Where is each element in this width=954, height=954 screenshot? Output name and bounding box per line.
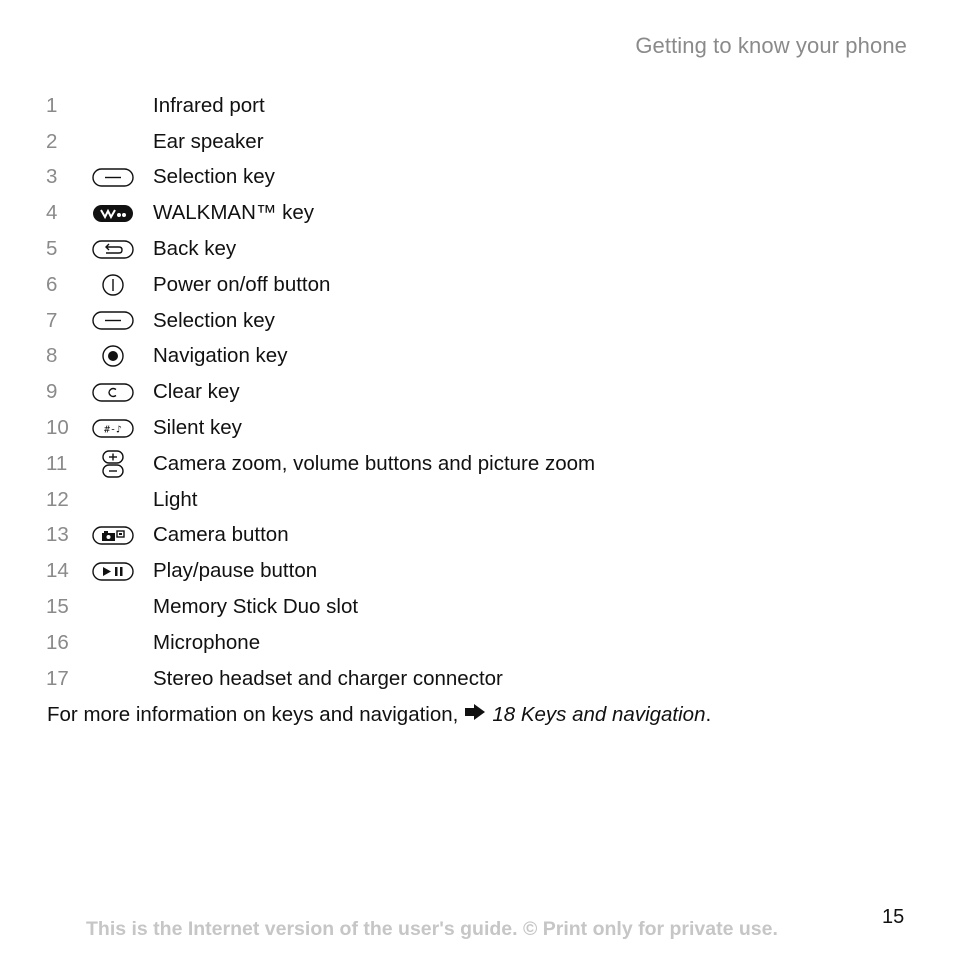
item-number: 12	[46, 487, 69, 511]
item-label: Back key	[153, 237, 237, 261]
item-number: 10	[46, 416, 69, 440]
item-number: 3	[46, 165, 58, 189]
item-label: Selection key	[153, 165, 275, 189]
item-number: 16	[46, 630, 69, 654]
item-number: 11	[46, 451, 68, 475]
item-label: Play/pause button	[153, 559, 318, 583]
camera-button-icon	[91, 524, 135, 546]
more-info-reference-link[interactable]: 18 Keys and navigation	[492, 703, 706, 726]
item-label: Power on/off button	[153, 272, 331, 296]
item-label: Silent key	[153, 416, 242, 440]
list-item	[0, 374, 954, 410]
arrow-right-icon	[464, 703, 486, 727]
item-label: Light	[153, 487, 198, 511]
list-item	[0, 625, 954, 661]
page-header-title: Getting to know your phone	[635, 33, 907, 58]
play-pause-icon	[91, 560, 135, 582]
item-label: Stereo headset and charger connector	[153, 666, 503, 690]
item-number: 15	[46, 595, 69, 619]
item-label: Memory Stick Duo slot	[153, 595, 359, 619]
item-number: 17	[46, 666, 69, 690]
footer-notice: This is the Internet version of the user's guide. © Print only for private use.	[86, 918, 778, 940]
item-label: Camera zoom, volume buttons and picture zoom	[153, 451, 596, 475]
clear-key-icon	[91, 381, 135, 403]
list-item	[0, 231, 954, 267]
list-item	[0, 124, 954, 160]
item-label: Clear key	[153, 380, 240, 404]
more-info-end: .	[705, 703, 712, 726]
selection-key-icon	[91, 166, 135, 188]
list-item	[0, 160, 954, 196]
item-number: 8	[46, 344, 58, 368]
list-item	[0, 482, 954, 518]
item-label: Ear speaker	[153, 129, 264, 153]
list-item	[0, 267, 954, 303]
item-number: 4	[46, 201, 58, 225]
more-info-line	[47, 703, 711, 727]
list-item	[0, 195, 954, 231]
walkman-key-icon	[91, 202, 135, 224]
list-item	[0, 88, 954, 124]
power-icon	[91, 274, 135, 296]
item-label: WALKMAN™ key	[153, 201, 314, 225]
item-number: 14	[46, 559, 69, 583]
list-item	[0, 339, 954, 375]
list-item	[0, 410, 954, 446]
silent-key-icon	[91, 417, 135, 439]
item-label: Navigation key	[153, 344, 288, 368]
item-number: 1	[46, 93, 58, 117]
list-item	[0, 661, 954, 697]
item-number: 7	[46, 308, 58, 332]
item-label: Microphone	[153, 630, 261, 654]
navigation-key-icon	[91, 345, 135, 367]
list-item	[0, 518, 954, 554]
item-number: 9	[46, 380, 58, 404]
selection-key-icon	[91, 310, 135, 332]
item-label: Infrared port	[153, 93, 265, 117]
item-label: Camera button	[153, 523, 289, 547]
key-list	[0, 88, 954, 697]
item-number: 2	[46, 129, 58, 153]
svg-text:#-♪: #-♪	[103, 424, 123, 436]
list-item	[0, 589, 954, 625]
zoom-volume-icon	[91, 453, 135, 475]
list-item	[0, 446, 954, 482]
list-item	[0, 553, 954, 589]
more-info-text: For more information on keys and navigation,	[47, 703, 459, 726]
item-number: 13	[46, 523, 69, 547]
item-number: 5	[46, 237, 58, 261]
item-number: 6	[46, 272, 58, 296]
back-key-icon	[91, 238, 135, 260]
page-number: 15	[882, 906, 905, 928]
item-label: Selection key	[153, 308, 275, 332]
list-item	[0, 303, 954, 339]
